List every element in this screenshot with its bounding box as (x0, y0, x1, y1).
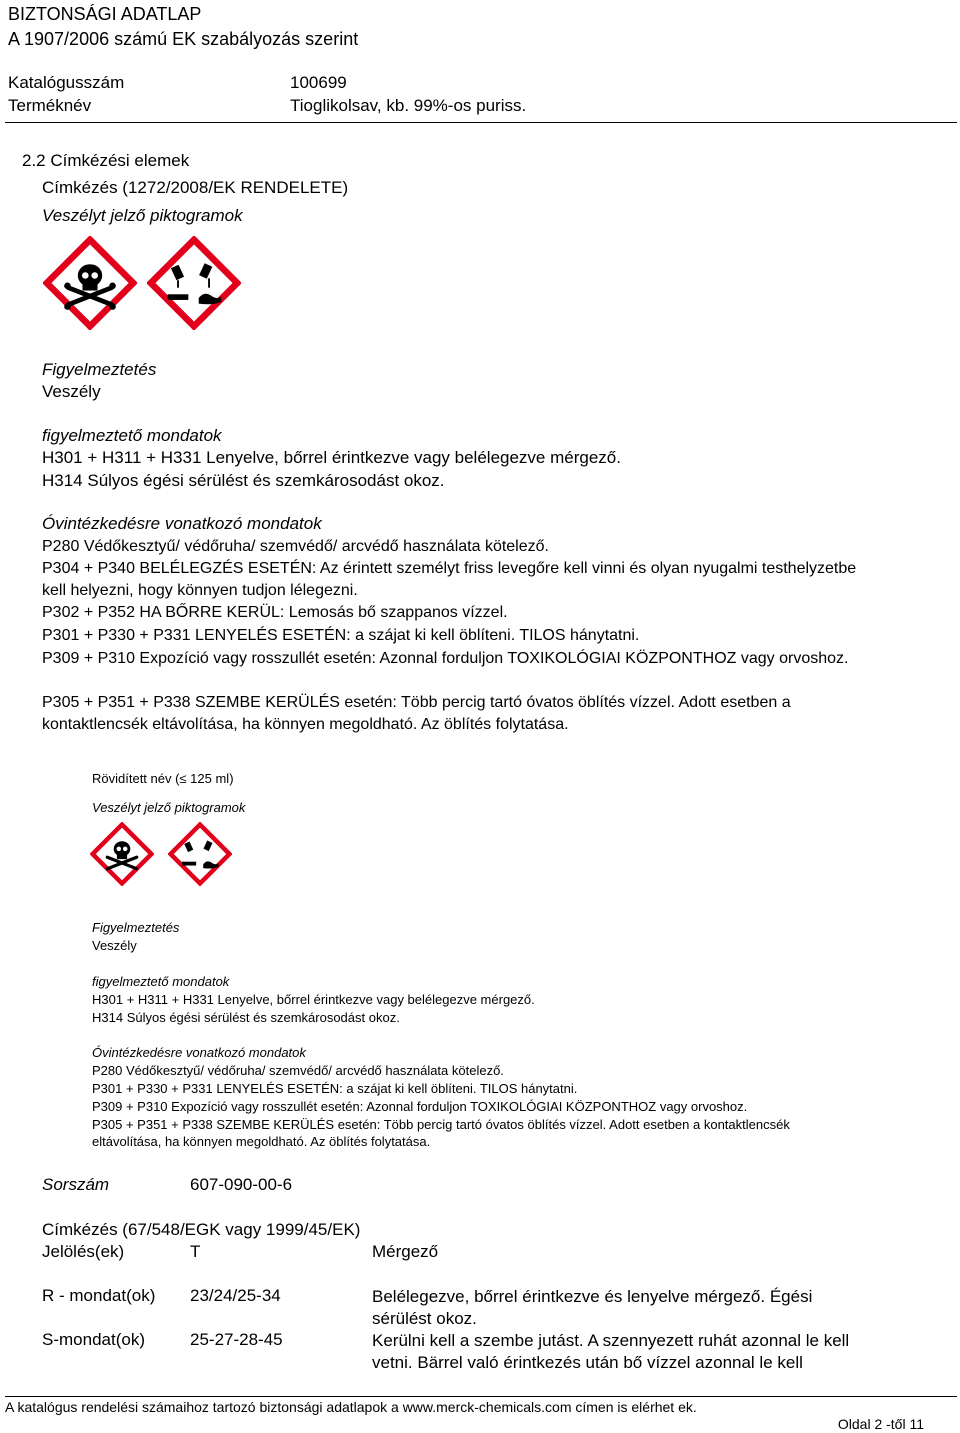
short-precaution-label: Óvintézkedésre vonatkozó mondatok (92, 1045, 306, 1060)
short-signal-label: Figyelmeztetés (92, 920, 180, 935)
product-label: Terméknév (8, 96, 92, 115)
skull-crossbones-icon (43, 236, 137, 330)
symbols-label: Jelölés(ek) (42, 1242, 125, 1261)
signal-word: Veszély (42, 382, 101, 401)
index-label: Sorszám (42, 1175, 110, 1194)
footer-divider (5, 1396, 957, 1397)
precaution-statement: P304 + P340 BELÉLEGZÉS ESETÉN: Az érintett személyt friss levegőre kell vinni és olyan nyugalmi testhelyzetbe kell helyezni, hogy könnyen tudjon lélegezni. (42, 560, 857, 599)
short-precaution-statement: P305 + P351 + P338 SZEMBE KERÜLÉS esetén: Több percig tartó óvatos öblítés vízzel. Adott esetben a kontaktlencsék eltávolítása, ha könnyen megoldható. Az öblítés folytatása. (92, 1117, 790, 1149)
short-precaution-statement: P309 + P310 Expozíció vagy rosszullét esetén: Azonnal forduljon TOXIKOLÓGIAI KÖZPONTHOZ vagy orvoshoz. (92, 1099, 748, 1114)
footer-note: A katalógus rendelési számaihoz tartozó biztonsági adatlapok a www.merck-chemicals.com címen is elérhet ek. (5, 1399, 697, 1415)
hazard-statement: H314 Súlyos égési sérülést és szemkárosodást okoz. (42, 471, 445, 490)
precaution-statement: P302 + P352 HA BŐRRE KERÜL: Lemosás bő szappanos vízzel. (42, 604, 508, 621)
short-hazard-statement: H314 Súlyos égési sérülést és szemkárosodást okoz. (92, 1010, 400, 1025)
product-value: Tioglikolsav, kb. 99%-os puriss. (290, 96, 527, 115)
section-heading: 2.2 Címkézési elemek (22, 151, 190, 170)
r-phrases-label: R - mondat(ok) (42, 1286, 156, 1305)
s-phrases-label: S-mondat(ok) (42, 1330, 145, 1349)
corrosion-icon (168, 822, 232, 886)
catalog-value: 100699 (290, 73, 347, 92)
pictograms-label: Veszélyt jelző piktogramok (42, 206, 243, 225)
precaution-statement: P305 + P351 + P338 SZEMBE KERÜLÉS esetén: Több percig tartó óvatos öblítés vízzel. Adott esetben a kontaktlencsék eltávolítása, ha könnyen megoldható. Az öblítés folytatása. (42, 694, 791, 733)
short-signal-word: Veszély (92, 938, 137, 953)
precaution-statement: P309 + P310 Expozíció vagy rosszullét esetén: Azonnal forduljon TOXIKOLÓGIAI KÖZPONTHOZ vagy orvoshoz. (42, 650, 849, 667)
page-number: Oldal 2 -től 11 (837, 1416, 924, 1432)
short-hazard-statement: H301 + H311 + H331 Lenyelve, bőrrel érintkezve vagy belélegezve mérgező. (92, 992, 535, 1007)
short-hazard-label: figyelmeztető mondatok (92, 974, 230, 989)
symbol-code: T (190, 1242, 201, 1261)
s-phrases-text: Kerülni kell a szembe jutást. A szennyezett ruhát azonnal le kell vetni. Bärrel való érintkezés után bő vízzel azonnal le kell (372, 1331, 850, 1372)
skull-crossbones-icon (90, 822, 154, 886)
catalog-label: Katalógusszám (8, 73, 125, 92)
r-phrases-text: Belélegezve, bőrrel érintkezve és lenyelve mérgező. Égési sérülést okoz. (372, 1287, 813, 1328)
signal-label: Figyelmeztetés (42, 360, 157, 379)
symbol-name: Mérgező (372, 1242, 439, 1261)
s-phrases-code: 25-27-28-45 (190, 1330, 283, 1349)
r-phrases-code: 23/24/25-34 (190, 1286, 281, 1305)
short-heading: Rövidített név (≤ 125 ml) (92, 771, 234, 786)
document-subtitle: A 1907/2006 számú EK szabályozás szerint (8, 29, 359, 49)
precaution-statement: P301 + P330 + P331 LENYELÉS ESETÉN: a szájat ki kell öblíteni. TILOS hánytatni. (42, 627, 640, 644)
header-divider (5, 122, 957, 123)
short-pictograms-label: Veszélyt jelző piktogramok (92, 800, 246, 815)
regulation-title: Címkézés (1272/2008/EK RENDELETE) (42, 178, 349, 197)
document-title: BIZTONSÁGI ADATLAP (8, 4, 202, 24)
index-value: 607-090-00-6 (190, 1175, 293, 1194)
precaution-statement: P280 Védőkesztyű/ védőruha/ szemvédő/ arcvédő használata kötelező. (42, 538, 549, 555)
old-label-heading: Címkézés (67/548/EGK vagy 1999/45/EK) (42, 1220, 361, 1239)
short-precaution-statement: P280 Védőkesztyű/ védőruha/ szemvédő/ arcvédő használata kötelező. (92, 1063, 504, 1078)
hazard-label: figyelmeztető mondatok (42, 426, 222, 445)
corrosion-icon (147, 236, 241, 330)
precaution-label: Óvintézkedésre vonatkozó mondatok (42, 514, 322, 533)
short-precaution-statement: P301 + P330 + P331 LENYELÉS ESETÉN: a szájat ki kell öblíteni. TILOS hánytatni. (92, 1081, 578, 1096)
hazard-statement: H301 + H311 + H331 Lenyelve, bőrrel érintkezve vagy belélegezve mérgező. (42, 448, 621, 467)
